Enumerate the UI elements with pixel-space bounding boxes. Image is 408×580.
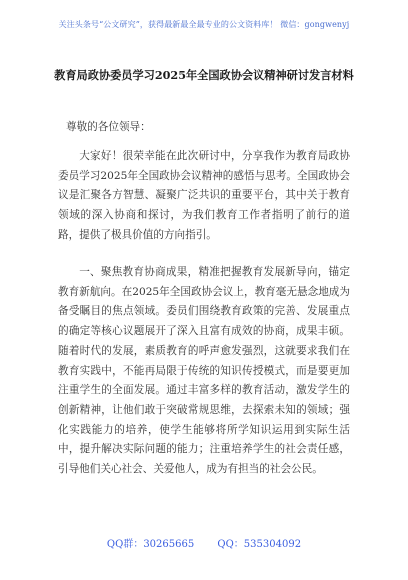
qq-group-number: QQ群：30265665 (106, 539, 195, 550)
body-paragraph-1: 大家好！很荣幸能在此次研讨中，分享我作为教育局政协委员学习2025年全国政协会议精神的感悟与思考。全国政协会议是汇聚各方智慧、凝聚广泛共识的重要平台，其中关于教育领域的深入协商和探讨，为我们教育工作者指明了前行的道路，提供了极具价值的方向指引。 (58, 150, 350, 241)
qq-number: QQ：535304092 (217, 539, 302, 550)
document-title: 教育局政协委员学习2025年全国政协会议精神研讨发言材料 (54, 68, 354, 82)
footer-contact (0, 535, 408, 550)
salutation: 尊敬的各位领导： (66, 121, 151, 133)
body-paragraph-2: 一、聚焦教育协商成果，精准把握教育发展新导向，锚定教育新航向。在2025年全国政协会议上，教育毫无悬念地成为备受瞩目的焦点领域。委员们围绕教育政策的完善、发展重点的确定等核心议题展开了深入且富有成效的协商，成果丰硕。随着时代的发展，素质教育的呼声愈发强烈，这就要求我们在教育实践中，不能再局限于传统的知识传授模式，而是要更加注重学生的全面发展。通过丰富多样的教育活动，激发学生的创新精神，让他们敢于突破常规思维，去探索未知的领域；强化实践能力的培养，使学生能够将所学知识运用到实际生活中，提升解决实际问题的能力；注重培养学生的社会责任感，引导他们关心社会、关爱他人，成为有担当的社会公民。 (58, 266, 350, 476)
header-banner: 关注头条号“公文研究”，获得最新最全最专业的公文资料库！ 微信：gongwenyj (58, 20, 350, 29)
